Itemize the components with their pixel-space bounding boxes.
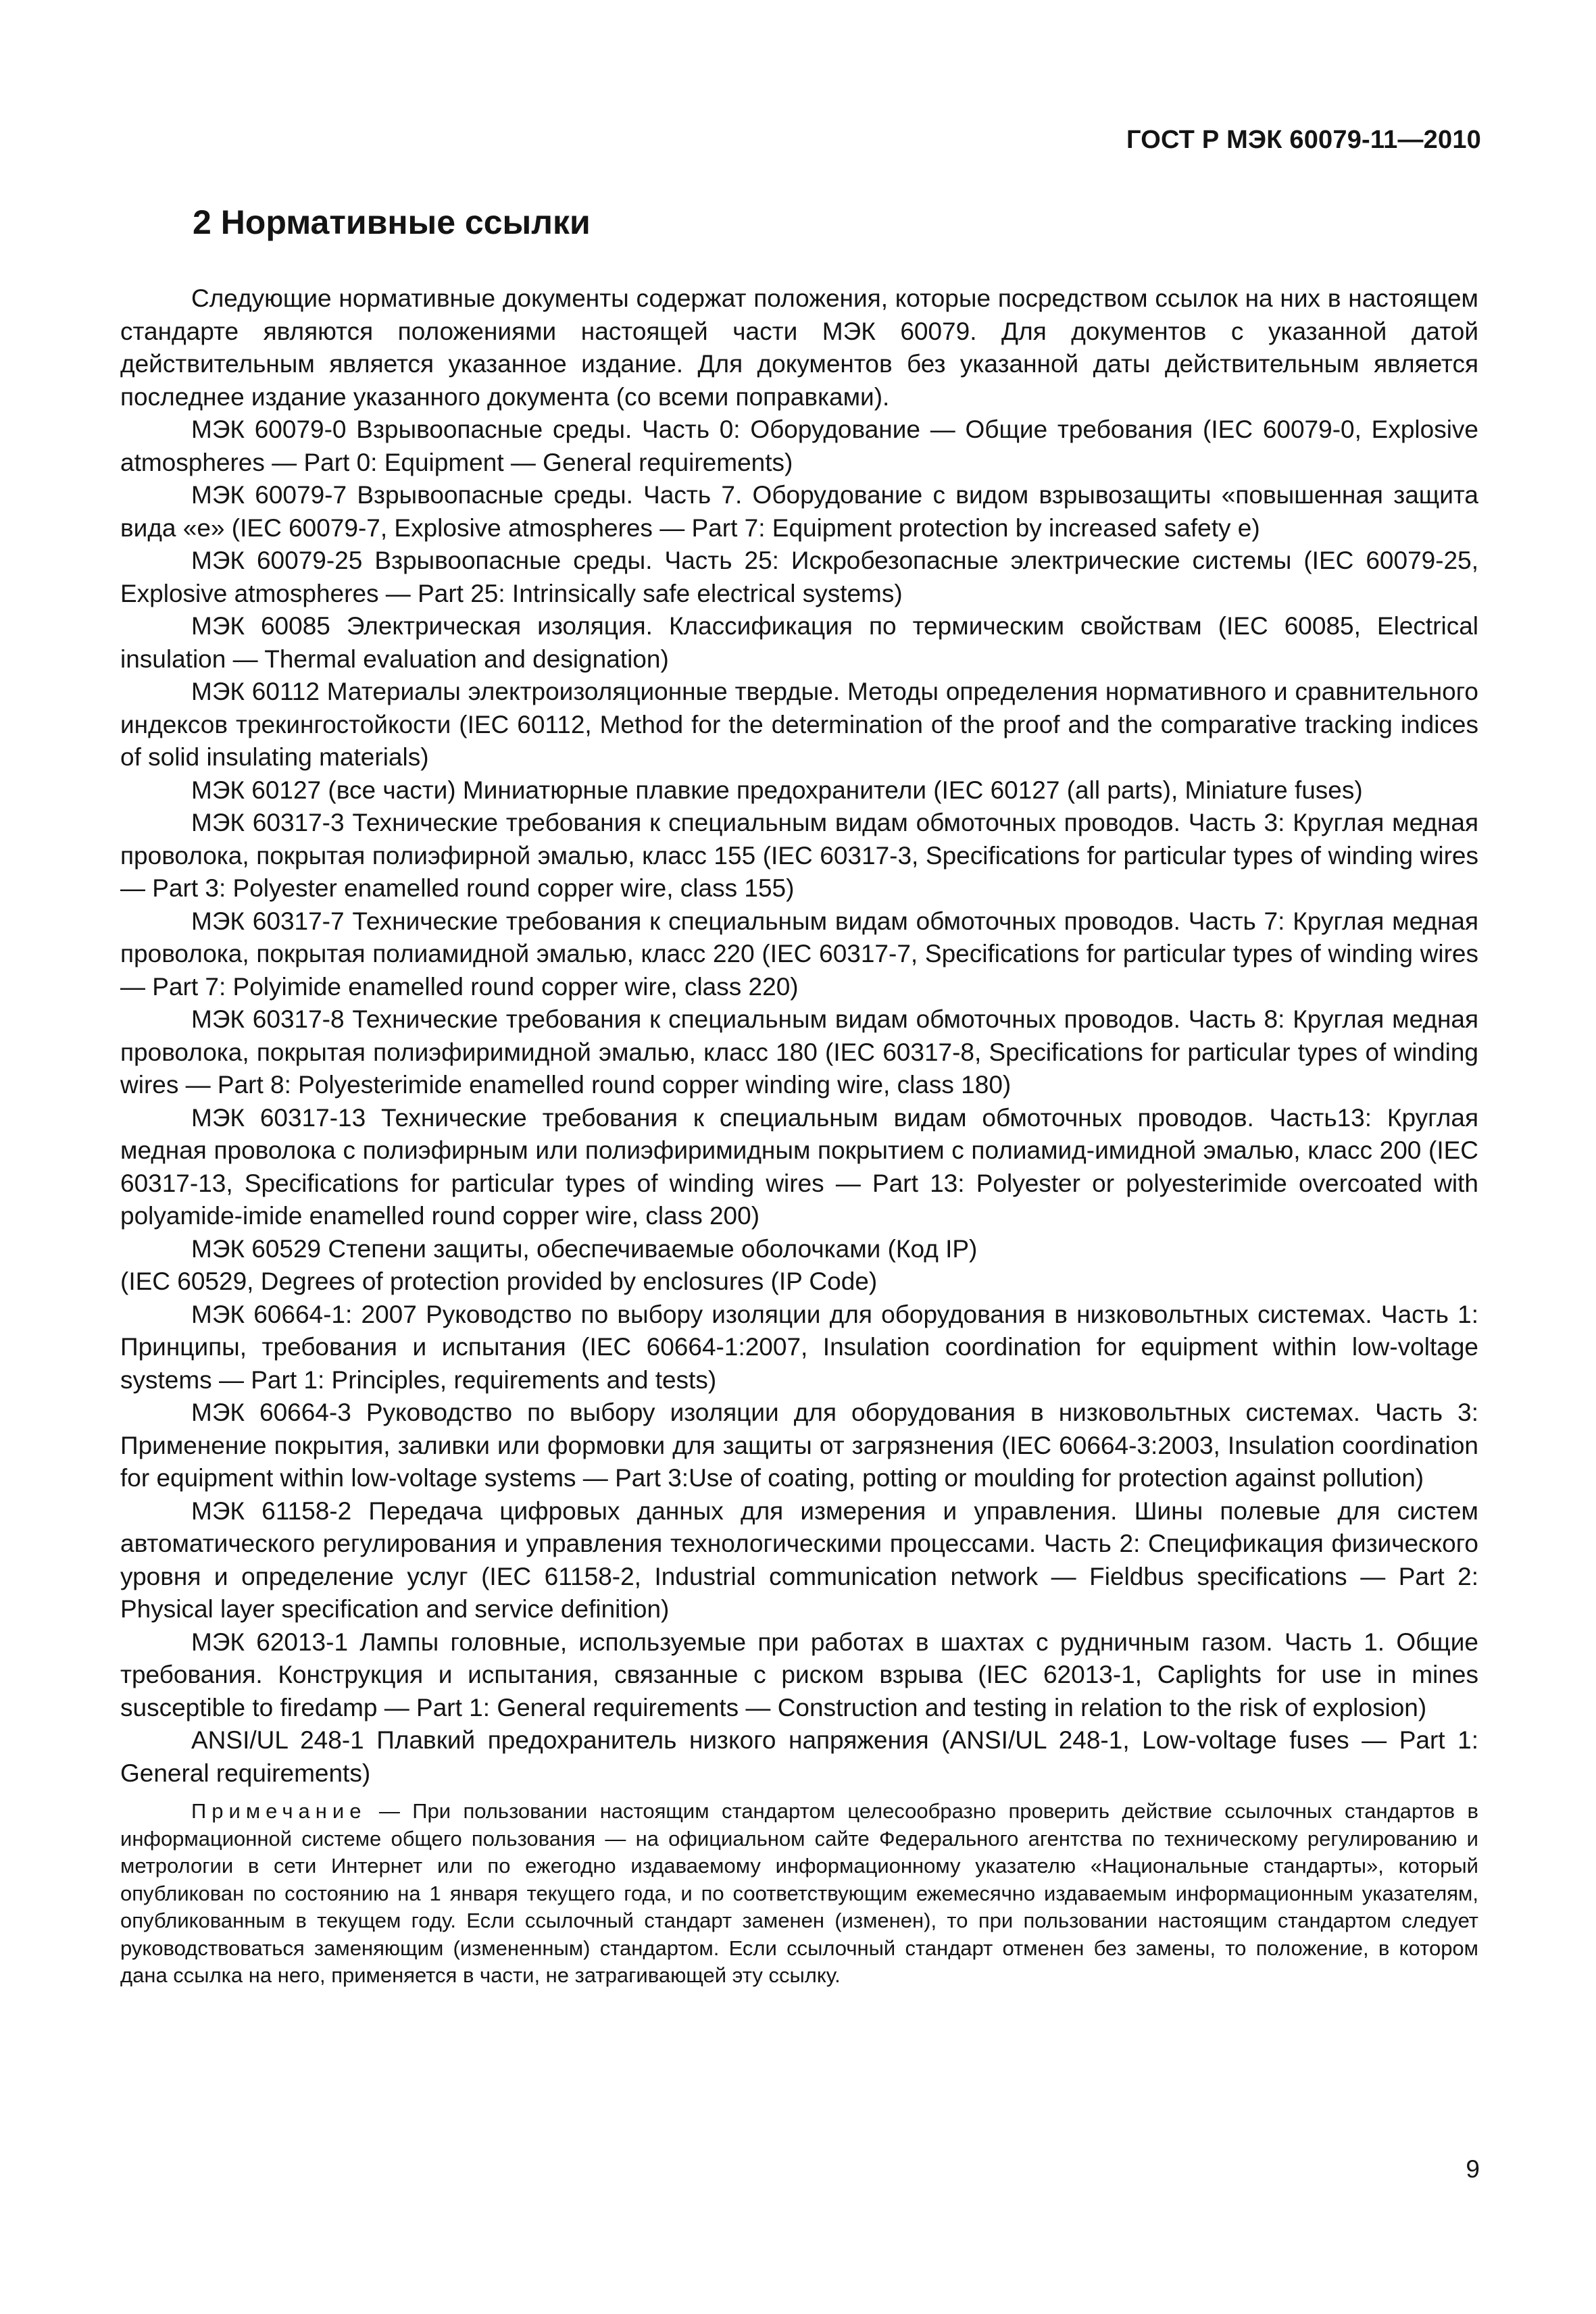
reference-iec-60079-25: МЭК 60079-25 Взрывоопасные среды. Часть 25: Искробезопасные электрические системы (IEC 60079-25, Explosive atmospheres — Part 25: Intrinsically safe electrical systems) [120,547,1478,607]
reference-iec-62013-1: МЭК 62013-1 Лампы головные, используемые при работах в шахтах с рудничным газом. Часть 1. Общие требования. Конструкция и испытания, связанные с риском взрыва (IEC 62013-1, Caplights for use in mines susceptible to firedamp — Part 1: General requirements — Construction and testing in relation to the risk of explosion) [120,1628,1478,1721]
normative-references-body [120,282,1478,1990]
reference-iec-60112: МЭК 60112 Материалы электроизоляционные твердые. Методы определения нормативного и сравнительного индексов трекингостойкости (IEC 60112, Method for the determination of the proof and the comparative tracking indices of solid insulating materials) [120,678,1478,771]
reference-iec-60664-1: МЭК 60664-1: 2007 Руководство по выбору изоляции для оборудования в низковольтных системах. Часть 1: Принципы, требования и испытания (IEC 60664-1:2007, Insulation coordination for equipment within low-voltage systems — Part 1: Principles, requirements and tests) [120,1300,1478,1394]
reference-iec-60317-8: МЭК 60317-8 Технические требования к специальным видам обмоточных проводов. Часть 8: Круглая медная проволока, покрытая полиэфиримидной эмалью, класс 180 (IEC 60317-8, Specifications for particular types of winding wires — Part 8: Polyesterimide enamelled round copper winding wire, class 180) [120,1005,1478,1099]
reference-iec-60079-7: МЭК 60079-7 Взрывоопасные среды. Часть 7. Оборудование с видом взрывозащиты «повышенная защита вида «е» (IEC 60079-7, Explosive atmospheres — Part 7: Equipment protection by increased safety e) [120,481,1478,542]
page-number: 9 [1466,2155,1480,2183]
note-label: Примечание [191,1799,367,1823]
reference-iec-60529: МЭК 60529 Степени защиты, обеспечиваемые оболочками (Код IP) [191,1234,978,1263]
standard-code-header: ГОСТ Р МЭК 60079-11—2010 [1126,126,1481,154]
note-block [120,1798,1478,1990]
reference-iec-60127: МЭК 60127 (все части) Миниатюрные плавкие предохранители (IEC 60127 (all parts), Miniature fuses) [191,776,1363,804]
reference-iec-60317-13: МЭК 60317-13 Технические требования к специальным видам обмоточных проводов. Часть13: Круглая медная проволока с полиэфирным или полиэфиримидным покрытием с полиамид-имидной эмалью, класс 200 (IEC 60317-13, Specifications for particular types of winding wires — Part 13: Polyester or polyesterimide overcoated with polyamide-imide enamelled round copper wire, class 200) [120,1103,1478,1230]
reference-iec-60317-3: МЭК 60317-3 Технические требования к специальным видам обмоточных проводов. Часть 3: Круглая медная проволока, покрытая полиэфирной эмалью, класс 155 (IEC 60317-3, Specifications for particular types of winding wires — Part 3: Polyester enamelled round copper wire, class 155) [120,809,1478,902]
reference-ansi-ul-248-1: ANSI/UL 248-1 Плавкий предохранитель низкого напряжения (ANSI/UL 248-1, Low-voltage fuses — Part 1: General requirements) [120,1726,1478,1787]
reference-iec-60085: МЭК 60085 Электрическая изоляция. Классификация по термическим свойствам (IEC 60085, Electrical insulation — Thermal evaluation and designation) [120,612,1478,673]
note-text: — При пользовании настоящим стандартом целесообразно проверить действие ссылочных стандартов в информационной системе общего пользования — на официальном сайте Федерального агентства по техническому регулированию и метрологии в сети Интернет или по ежегодно издаваемому информационному указателю «Национальные стандарты», который опубликован по состоянию на 1 января текущего года, и по соответствующим ежемесячно издаваемым информационным указателям, опубликованным в текущем году. Если ссылочный стандарт заменен (изменен), то при пользовании настоящим стандартом следует руководствоваться заменяющим (измененным) стандартом. Если ссылочный стандарт отменен без замены, то положение, в котором дана ссылка на него, применяется в части, не затрагивающей эту ссылку. [120,1799,1478,1987]
reference-iec-60079-0: МЭК 60079-0 Взрывоопасные среды. Часть 0: Оборудование — Общие требования (IEC 60079-0, Explosive atmospheres — Part 0: Equipment — General requirements) [120,416,1478,476]
intro-paragraph: Следующие нормативные документы содержат положения, которые посредством ссылок на них в настоящем стандарте являются положениями настоящей части МЭК 60079. Для документов с указанной датой действительным является указанное издание. Для документов без указанной даты действительным является последнее издание указанного документа (со всеми поправками). [120,284,1478,411]
reference-iec-60664-3: МЭК 60664-3 Руководство по выбору изоляции для оборудования в низковольтных системах. Часть 3: Применение покрытия, заливки или формовки для защиты от загрязнения (IEC 60664-3:2003, Insulation coordination for equipment within low-voltage systems — Part 3:Use of coating, potting or moulding for protection against pollution) [120,1399,1478,1492]
reference-iec-60529-english: (IEC 60529, Degrees of protection provided by enclosures (IP Code) [120,1267,878,1295]
reference-iec-60317-7: МЭК 60317-7 Технические требования к специальным видам обмоточных проводов. Часть 7: Круглая медная проволока, покрытая полиамидной эмалью, класс 220 (IEC 60317-7, Specifications for particular types of winding wires — Part 7: Polyimide enamelled round copper wire, class 220) [120,907,1478,1001]
reference-iec-61158-2: МЭК 61158-2 Передача цифровых данных для измерения и управления. Шины полевые для систем автоматического регулирования и управления технологическими процессами. Часть 2: Спецификация физического уровня и определение услуг (IEC 61158-2, Industrial communication network — Fieldbus specifications — Part 2: Physical layer specification and service definition) [120,1496,1478,1623]
section-title: 2 Нормативные ссылки [193,203,591,241]
